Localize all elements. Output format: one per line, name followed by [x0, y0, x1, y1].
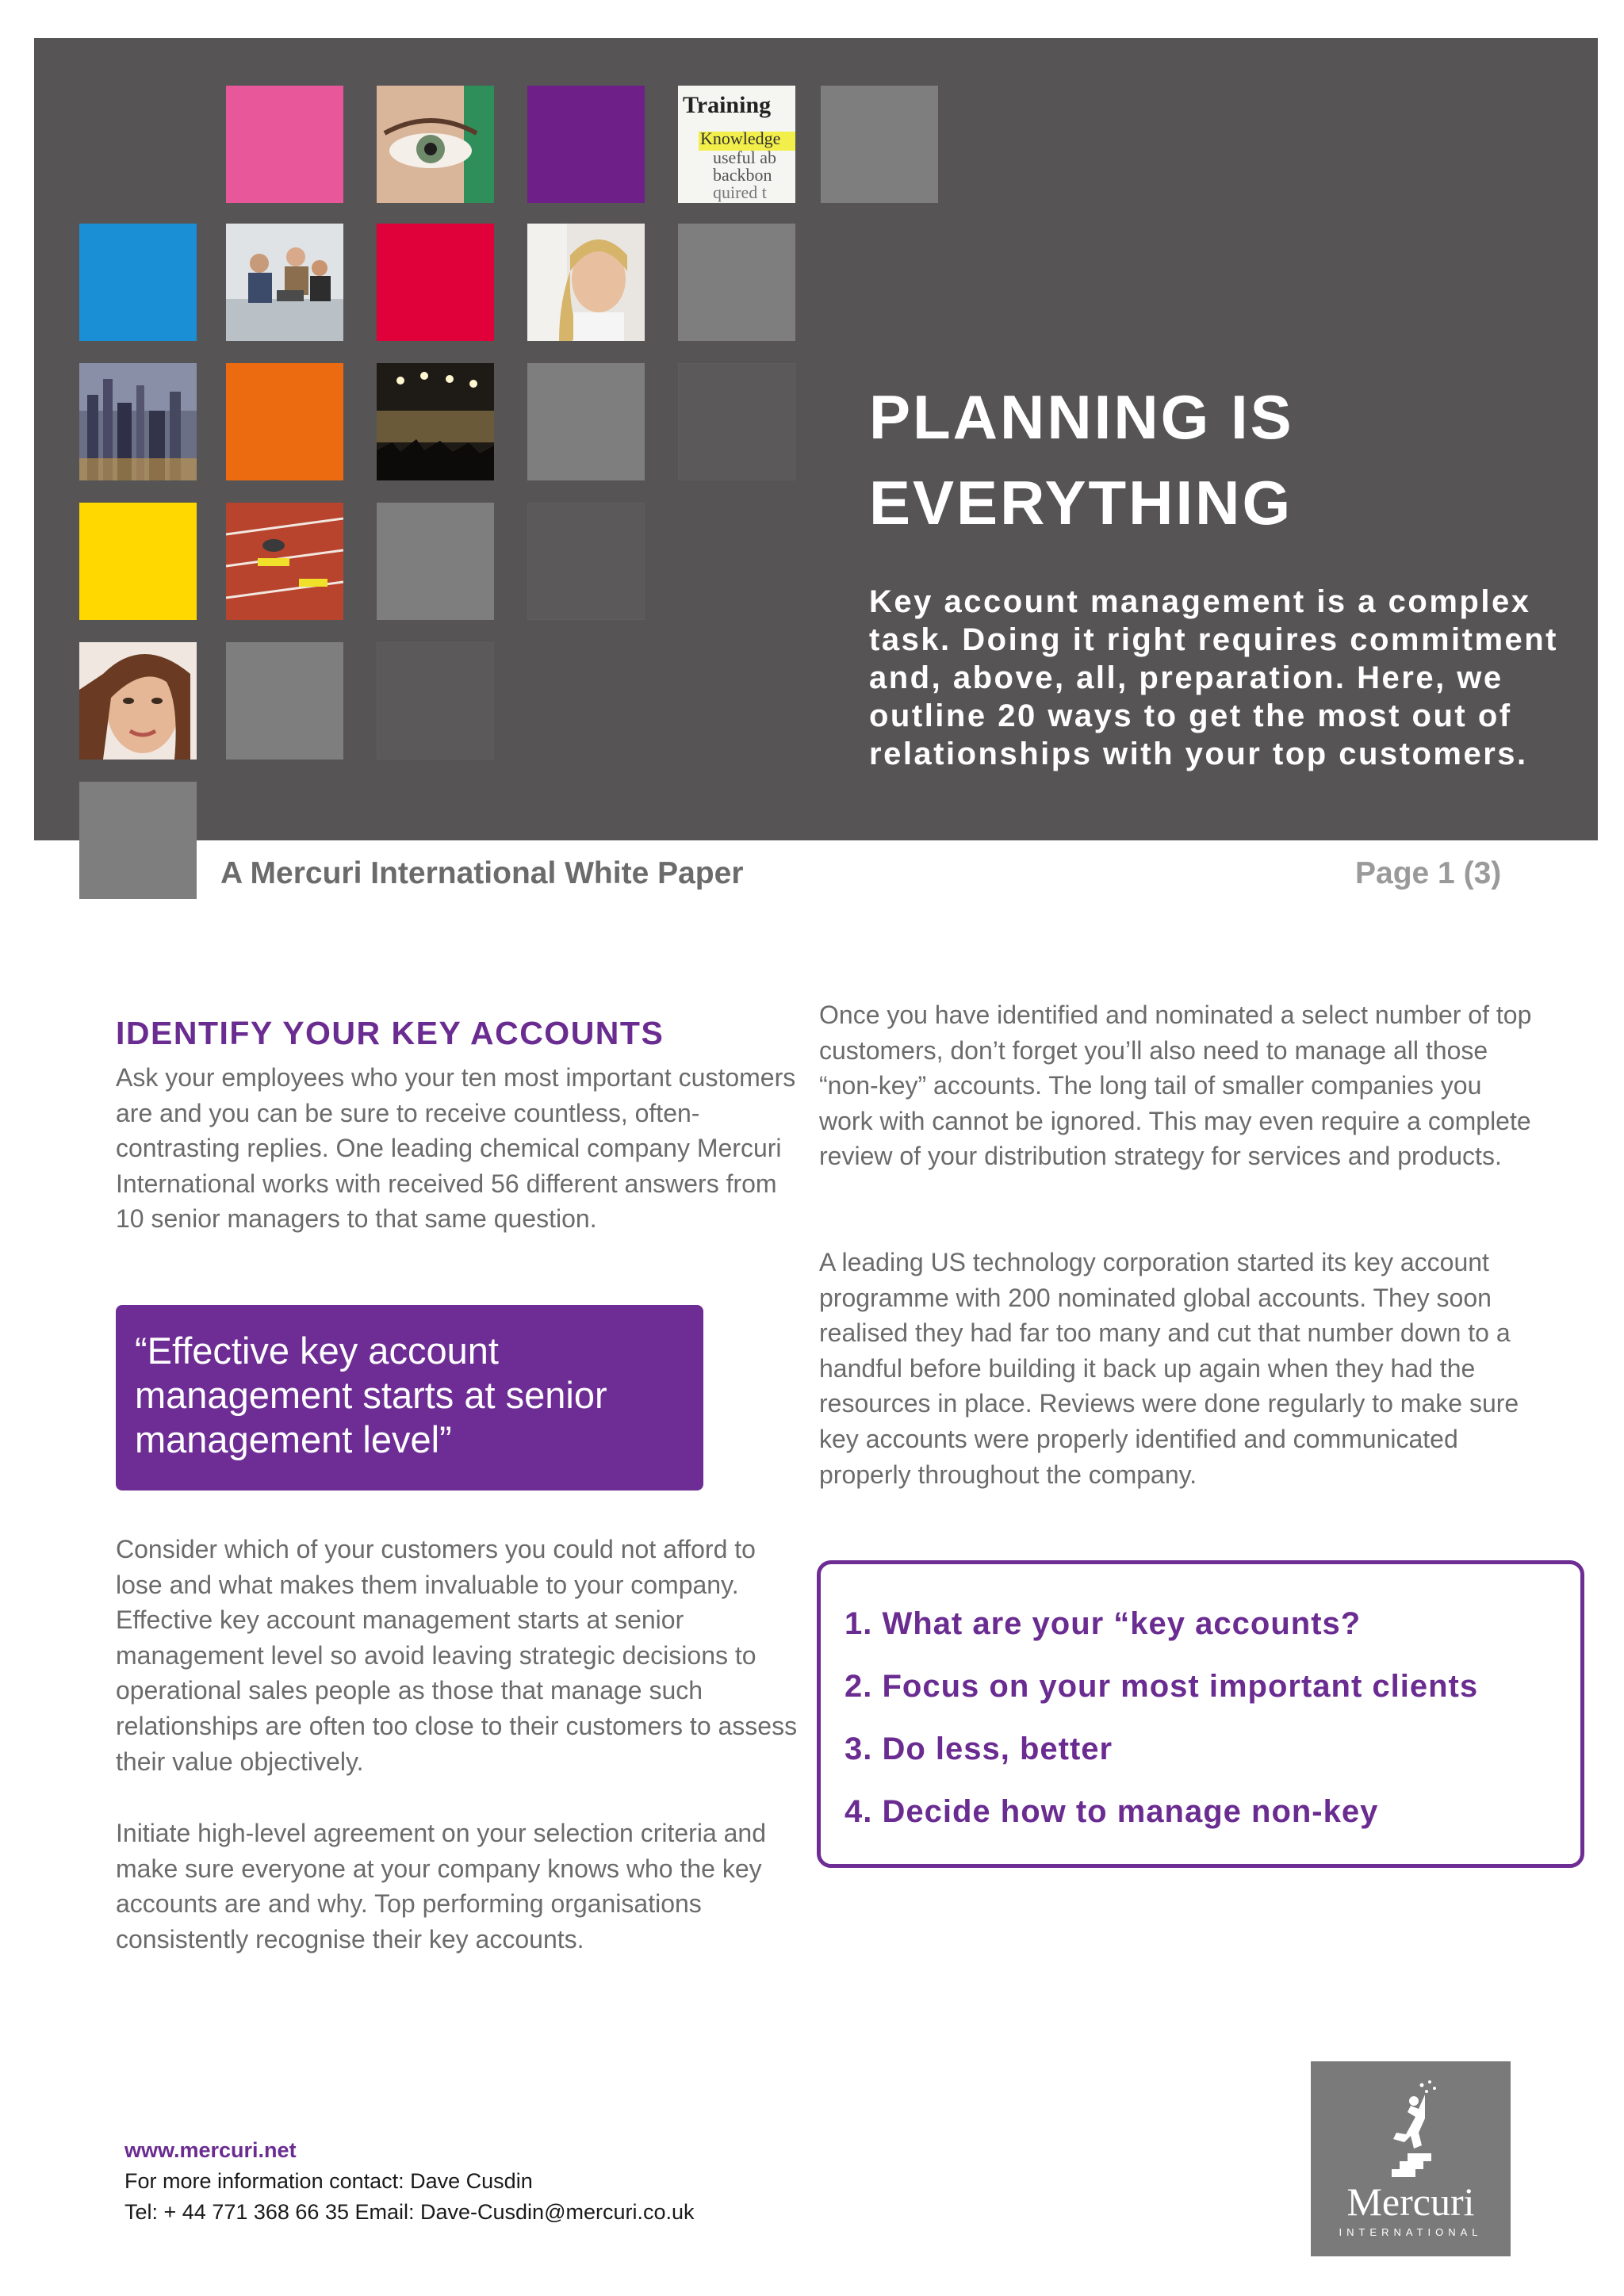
logo-wordmark: Mercuri [1346, 2179, 1475, 2224]
summary-list-box [817, 1560, 1584, 1868]
woman-face-photo-tile [79, 642, 197, 760]
body-paragraph: Ask your employees who your ten most important customers are and you can be sure to receive countless, often-contrasting replies. One leading chemical company Mercuri International works with received 56 different answers from 10 senior managers to that same question. [116, 1063, 796, 1234]
body-paragraph: Consider which of your customers you could not afford to lose and what makes them invaluable to your company. Effective key account management starts at senior management level so avoid leaving strategic decisions to operational sales people as those that manage such relationships are often too close to their customers to assess their value objectively. [116, 1535, 798, 1776]
section-heading: IDENTIFY YOUR KEY ACCOUNTS [116, 1015, 665, 1051]
logo-subtitle: INTERNATIONAL [1339, 2226, 1483, 2238]
training-card-line: Knowledge [700, 128, 781, 148]
grey-tile [226, 642, 343, 760]
body-paragraph: A leading US technology corporation started its key account programme with 200 nominated global accounts. They soon realised they had far too many and cut that number down to a handful before building it back up again when they had the resources in place. Reviews were done regularly to make sure key accounts were properly identified and communicated properly throughout the company. [819, 1248, 1519, 1489]
grey-tile [821, 86, 938, 203]
grey-tile [377, 503, 494, 620]
training-card-line: useful ab [713, 147, 777, 167]
grey-tile [79, 782, 197, 899]
phone-email-line: Tel: + 44 771 368 66 35 Email: Dave-Cusdin@mercuri.co.uk [124, 2200, 695, 2224]
training-card-line: backbon [713, 165, 772, 185]
pink-tile [226, 86, 343, 203]
office-team-photo-tile [226, 224, 343, 341]
blue-tile [79, 224, 197, 341]
main-title-line: EVERYTHING [869, 468, 1293, 538]
training-card-line: quired t [713, 182, 767, 202]
lead-paragraph: Key account management is a complex task. Doing it right requires commitment and, above, all, preparation. Here, we outline 20 ways to get the most out of relationships with your top customers. [869, 584, 1559, 771]
pull-quote-box [116, 1305, 703, 1490]
running-track-photo-tile [226, 503, 343, 620]
summary-list-item: 4. Decide how to manage non-key [845, 1794, 1379, 1829]
grey-tile [527, 363, 645, 480]
stadium-crowd-photo-tile [377, 363, 494, 480]
city-skyline-photo-tile [79, 363, 197, 480]
summary-list-item: 1. What are your “key accounts? [845, 1606, 1362, 1641]
yellow-tile [79, 503, 197, 620]
faint-tile [377, 642, 494, 760]
eye-photo-tile [377, 86, 494, 203]
summary-list-item: 3. Do less, better [845, 1732, 1113, 1766]
red-tile [377, 224, 494, 341]
training-card-title: Training [683, 92, 772, 118]
main-title-line: PLANNING IS [869, 382, 1294, 452]
woman-portrait-photo-tile [527, 224, 645, 341]
contact-line: For more information contact: Dave Cusdin [124, 2169, 533, 2193]
purple-tile [527, 86, 645, 203]
summary-list-item: 2. Focus on your most important clients [845, 1669, 1479, 1704]
training-card-tile [678, 86, 795, 203]
faint-tile [527, 503, 645, 620]
header-banner [34, 38, 1598, 840]
body-paragraph: Initiate high-level agreement on your selection criteria and make sure everyone at your company knows who the key accounts are and why. Top performing organisations consistently recognise their key accounts. [116, 1819, 767, 1954]
body-paragraph: Once you have identified and nominated a select number of top customers, don’t forget you’ll also need to manage all those “non-key” accounts. The long tail of smaller companies you work with cannot be ignored. This may even require a complete review of your distribution strategy for services and products. [819, 1001, 1532, 1171]
mercury-figure-icon [1376, 2077, 1447, 2180]
pull-quote-text: “Effective key account management starts at senior management level” [135, 1330, 607, 1460]
orange-tile [226, 363, 343, 480]
main-title [869, 374, 1583, 545]
faint-tile [678, 363, 795, 480]
grey-tile [678, 224, 795, 341]
paper-label: A Mercuri International White Paper [220, 856, 744, 890]
mercuri-logo [1311, 2061, 1511, 2256]
website-link[interactable]: www.mercuri.net [124, 2138, 297, 2162]
page-number: Page 1 (3) [1355, 856, 1502, 890]
